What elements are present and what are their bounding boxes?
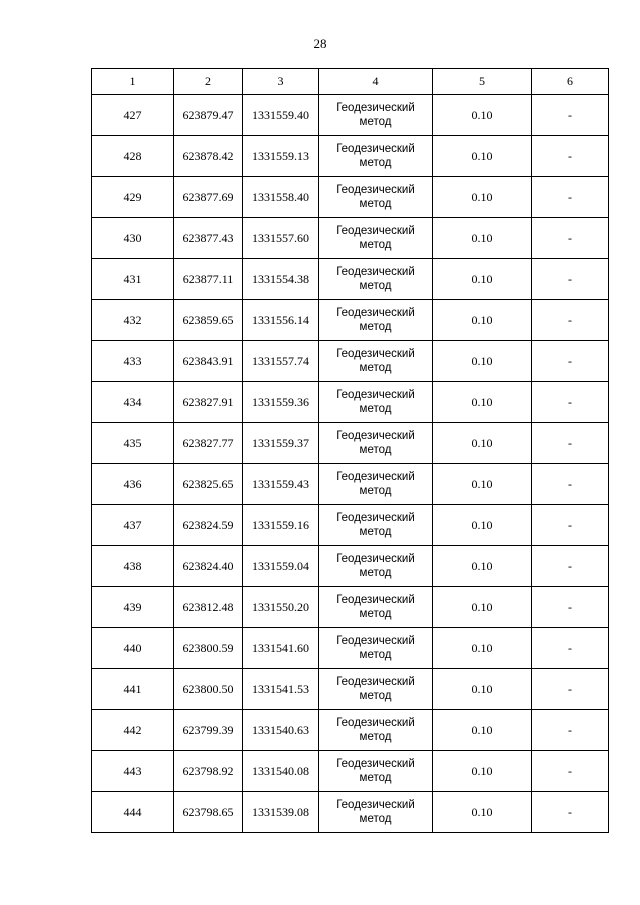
method-text: Геодезический [336,758,415,770]
y-coordinate-cell: 1331540.08 [243,751,319,792]
method-cell [319,259,433,300]
column-header-5: 5 [433,69,532,95]
note-cell: - [532,505,609,546]
table-row [92,464,609,505]
point-number-cell: 435 [92,423,174,464]
x-coordinate-cell: 623825.65 [174,464,243,505]
x-coordinate-cell: 623812.48 [174,587,243,628]
method-text: Геодезический [336,594,415,606]
method-text: метод [359,772,392,784]
method-text: метод [359,321,392,333]
method-cell [319,710,433,751]
table-row [92,382,609,423]
table-row [92,669,609,710]
method-text: метод [359,608,392,620]
method-text: Геодезический [336,512,415,524]
method-text: метод [359,485,392,497]
method-text: метод [359,157,392,169]
accuracy-cell: 0.10 [433,95,532,136]
method-text: Геодезический [336,553,415,565]
note-cell: - [532,382,609,423]
x-coordinate-cell: 623877.11 [174,259,243,300]
method-text: метод [359,649,392,661]
coordinates-table [91,68,609,833]
note-cell: - [532,751,609,792]
point-number-cell: 432 [92,300,174,341]
accuracy-cell: 0.10 [433,300,532,341]
method-text: метод [359,813,392,825]
y-coordinate-cell: 1331557.74 [243,341,319,382]
point-number-cell: 443 [92,751,174,792]
table-row [92,300,609,341]
column-header-2: 2 [174,69,243,95]
method-cell [319,546,433,587]
method-cell [319,669,433,710]
accuracy-cell: 0.10 [433,423,532,464]
point-number-cell: 428 [92,136,174,177]
accuracy-cell: 0.10 [433,710,532,751]
y-coordinate-cell: 1331559.36 [243,382,319,423]
note-cell: - [532,423,609,464]
method-text: Геодезический [336,635,415,647]
table-row [92,218,609,259]
point-number-cell: 434 [92,382,174,423]
x-coordinate-cell: 623877.43 [174,218,243,259]
accuracy-cell: 0.10 [433,177,532,218]
method-text: Геодезический [336,471,415,483]
table-row [92,423,609,464]
method-text: метод [359,362,392,374]
point-number-cell: 433 [92,341,174,382]
note-cell: - [532,341,609,382]
table-row [92,628,609,669]
y-coordinate-cell: 1331556.14 [243,300,319,341]
x-coordinate-cell: 623878.42 [174,136,243,177]
method-text: Геодезический [336,348,415,360]
accuracy-cell: 0.10 [433,751,532,792]
table-row [92,546,609,587]
note-cell: - [532,300,609,341]
point-number-cell: 436 [92,464,174,505]
y-coordinate-cell: 1331554.38 [243,259,319,300]
column-header-6: 6 [532,69,609,95]
point-number-cell: 442 [92,710,174,751]
accuracy-cell: 0.10 [433,792,532,833]
note-cell: - [532,546,609,587]
method-cell [319,341,433,382]
accuracy-cell: 0.10 [433,382,532,423]
method-text: Геодезический [336,102,415,114]
column-header-3: 3 [243,69,319,95]
accuracy-cell: 0.10 [433,259,532,300]
method-text: метод [359,280,392,292]
method-cell [319,218,433,259]
accuracy-cell: 0.10 [433,587,532,628]
table-row [92,341,609,382]
method-text: Геодезический [336,143,415,155]
y-coordinate-cell: 1331540.63 [243,710,319,751]
x-coordinate-cell: 623824.59 [174,505,243,546]
method-cell [319,423,433,464]
point-number-cell: 438 [92,546,174,587]
point-number-cell: 430 [92,218,174,259]
method-cell [319,136,433,177]
note-cell: - [532,669,609,710]
point-number-cell: 441 [92,669,174,710]
x-coordinate-cell: 623879.47 [174,95,243,136]
method-cell [319,95,433,136]
accuracy-cell: 0.10 [433,628,532,669]
method-text: метод [359,526,392,538]
table-row [92,95,609,136]
method-cell [319,177,433,218]
method-text: Геодезический [336,184,415,196]
x-coordinate-cell: 623824.40 [174,546,243,587]
method-text: метод [359,403,392,415]
x-coordinate-cell: 623827.77 [174,423,243,464]
note-cell: - [532,177,609,218]
method-text: Геодезический [336,676,415,688]
table-row [92,587,609,628]
note-cell: - [532,628,609,669]
x-coordinate-cell: 623800.50 [174,669,243,710]
note-cell: - [532,587,609,628]
accuracy-cell: 0.10 [433,505,532,546]
table-row [92,792,609,833]
method-text: Геодезический [336,225,415,237]
y-coordinate-cell: 1331559.37 [243,423,319,464]
table-header-row [92,69,609,95]
note-cell: - [532,259,609,300]
x-coordinate-cell: 623859.65 [174,300,243,341]
x-coordinate-cell: 623827.91 [174,382,243,423]
table-row [92,259,609,300]
y-coordinate-cell: 1331541.53 [243,669,319,710]
table-row [92,751,609,792]
method-cell [319,464,433,505]
table-row [92,710,609,751]
method-text: Геодезический [336,389,415,401]
y-coordinate-cell: 1331559.16 [243,505,319,546]
accuracy-cell: 0.10 [433,669,532,710]
point-number-cell: 427 [92,95,174,136]
x-coordinate-cell: 623798.92 [174,751,243,792]
point-number-cell: 437 [92,505,174,546]
page-number: 28 [313,36,327,51]
table-row [92,177,609,218]
point-number-cell: 440 [92,628,174,669]
point-number-cell: 431 [92,259,174,300]
column-header-1: 1 [92,69,174,95]
y-coordinate-cell: 1331558.40 [243,177,319,218]
accuracy-cell: 0.10 [433,136,532,177]
method-text: метод [359,239,392,251]
method-text: метод [359,690,392,702]
accuracy-cell: 0.10 [433,546,532,587]
accuracy-cell: 0.10 [433,218,532,259]
y-coordinate-cell: 1331550.20 [243,587,319,628]
method-text: Геодезический [336,430,415,442]
accuracy-cell: 0.10 [433,341,532,382]
method-text: метод [359,198,392,210]
method-text: метод [359,116,392,128]
method-text: Геодезический [336,799,415,811]
table-row [92,505,609,546]
method-text: Геодезический [336,307,415,319]
method-cell [319,587,433,628]
method-text: метод [359,567,392,579]
point-number-cell: 444 [92,792,174,833]
x-coordinate-cell: 623798.65 [174,792,243,833]
y-coordinate-cell: 1331541.60 [243,628,319,669]
method-cell [319,792,433,833]
method-cell [319,505,433,546]
method-cell [319,628,433,669]
method-cell [319,382,433,423]
x-coordinate-cell: 623799.39 [174,710,243,751]
note-cell: - [532,218,609,259]
y-coordinate-cell: 1331557.60 [243,218,319,259]
note-cell: - [532,95,609,136]
note-cell: - [532,710,609,751]
method-text: Геодезический [336,266,415,278]
x-coordinate-cell: 623877.69 [174,177,243,218]
method-text: Геодезический [336,717,415,729]
accuracy-cell: 0.10 [433,464,532,505]
y-coordinate-cell: 1331559.43 [243,464,319,505]
method-text: метод [359,444,392,456]
table-body [92,95,609,833]
note-cell: - [532,792,609,833]
method-cell [319,300,433,341]
column-header-4: 4 [319,69,433,95]
y-coordinate-cell: 1331559.40 [243,95,319,136]
x-coordinate-cell: 623800.59 [174,628,243,669]
point-number-cell: 429 [92,177,174,218]
note-cell: - [532,136,609,177]
x-coordinate-cell: 623843.91 [174,341,243,382]
note-cell: - [532,464,609,505]
y-coordinate-cell: 1331559.04 [243,546,319,587]
table-row [92,136,609,177]
method-text: метод [359,731,392,743]
y-coordinate-cell: 1331559.13 [243,136,319,177]
y-coordinate-cell: 1331539.08 [243,792,319,833]
method-cell [319,751,433,792]
point-number-cell: 439 [92,587,174,628]
